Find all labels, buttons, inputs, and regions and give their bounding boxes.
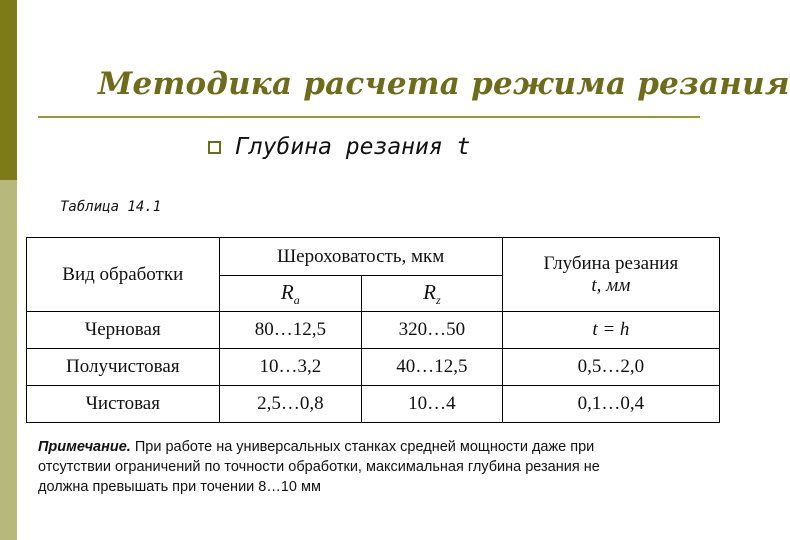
header-depth-line2: t, мм xyxy=(591,274,631,296)
header-depth-line1: Глубина резания xyxy=(543,252,679,274)
note-label: Примечание. xyxy=(38,439,131,455)
header-ra: $R_a$ xyxy=(219,276,362,312)
table-row xyxy=(27,386,720,423)
cell-ra: 80…12,5 xyxy=(219,312,362,349)
cell-ra: 10…3,2 xyxy=(219,349,362,386)
cell-depth: t = h xyxy=(502,312,719,349)
side-bar-top xyxy=(0,0,17,180)
cell-type: Черновая xyxy=(27,312,220,349)
cell-ra: 2,5…0,8 xyxy=(219,386,362,423)
table-row xyxy=(27,312,720,349)
cell-depth: 0,1…0,4 xyxy=(502,386,719,423)
note-line-3: должна превышать при точении 8…10 мм xyxy=(38,479,321,495)
slide-title: Методика расчета режима резания xyxy=(98,66,790,102)
bullet-item xyxy=(208,134,470,160)
bullet-text: Глубина резания t xyxy=(235,134,471,160)
table-row xyxy=(27,349,720,386)
header-depth xyxy=(502,238,719,312)
note-line-2: отсутствии ограничений по точности обработки, максимальная глубина резания не xyxy=(38,459,600,475)
header-roughness: Шероховатость, мкм xyxy=(219,238,502,276)
header-rz: $R_z$ xyxy=(362,276,503,312)
cell-rz: 10…4 xyxy=(362,386,503,423)
data-table xyxy=(26,237,720,423)
note-line-1: Примечание. При работе на универсальных станках средней мощности даже при xyxy=(38,439,595,455)
title-underline xyxy=(38,116,700,118)
cell-type: Получистовая xyxy=(27,349,220,386)
cell-depth: 0,5…2,0 xyxy=(502,349,719,386)
square-bullet-icon xyxy=(208,141,221,154)
table-caption: Таблица 14.1 xyxy=(60,199,162,215)
header-type: Вид обработки xyxy=(27,238,220,312)
note-block xyxy=(38,437,720,497)
side-bar-bottom xyxy=(0,180,17,540)
cell-type: Чистовая xyxy=(27,386,220,423)
cell-rz: 40…12,5 xyxy=(362,349,503,386)
cell-rz: 320…50 xyxy=(362,312,503,349)
